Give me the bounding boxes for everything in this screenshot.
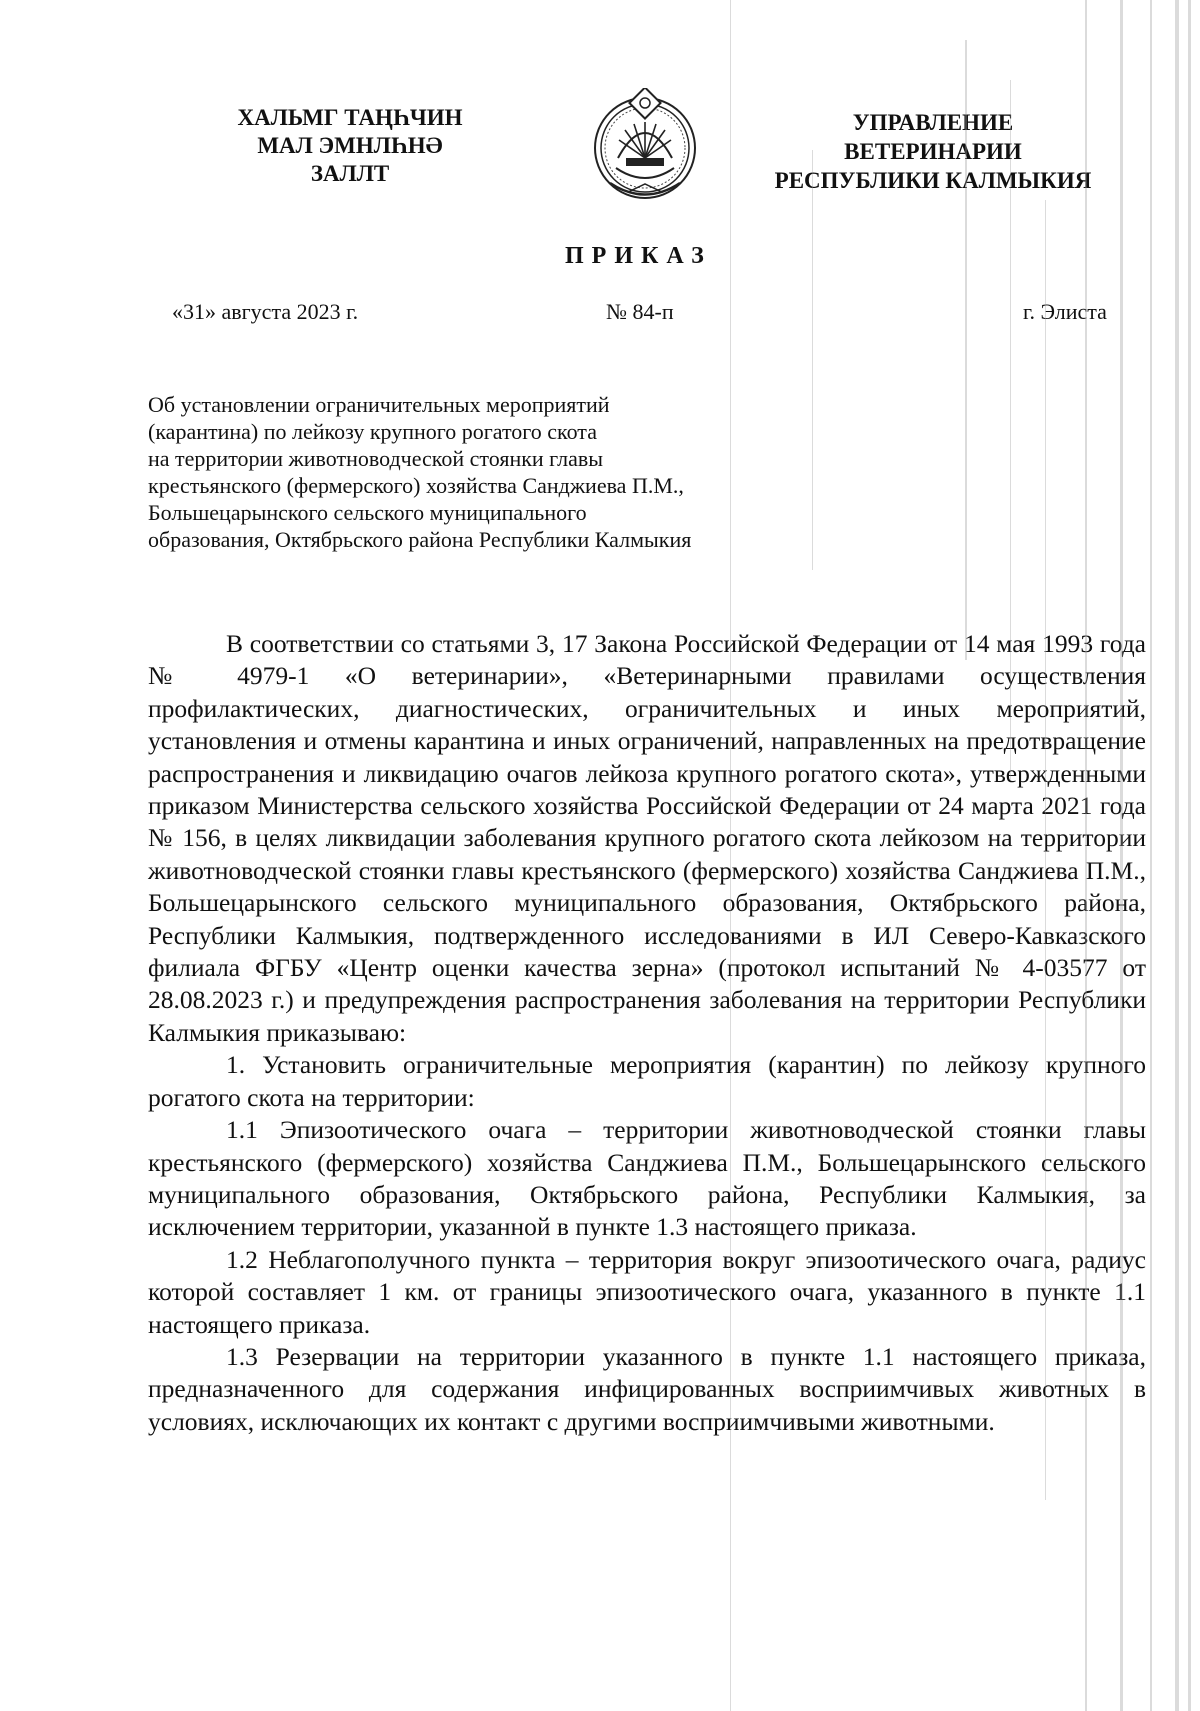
item-1-3-paragraph: 1.3 Резервации на территории указанного в пункте 1.1 настоящего приказа, предназначенного для содержания инфицированных восприимчивых животных в условиях, исключающих их контакт с другими восприимчивыми животными. [148,1341,1146,1436]
order-body [148,628,1146,1438]
subject-line: крестьянского (фермерского) хозяйства Санджиева П.М., [148,473,684,498]
header-left-line-3: ЗАЛЛТ [310,161,390,186]
order-city: г. Элиста [1023,299,1107,324]
header-left-line-1: ХАЛЬМГ ТАҢҺЧИН [237,105,463,130]
subject-line: (карантина) по лейкозу крупного рогатого скота [148,419,597,444]
item-1-1-paragraph: 1.1 Эпизоотического очага – территории животноводческой стоянки главы крестьянского (фермерского) хозяйства Санджиева П.М., Большецарынского сельского муниципального образования, Октябрьского района, Республики Калмыкия, за исключением территории, указанной в пункте 1.3 настоящего приказа. [148,1115,1146,1242]
header-right-line-2: ВЕТЕРИНАРИИ [844,139,1022,164]
order-date: «31» августа 2023 г. [172,299,359,324]
item-1-paragraph: 1. Установить ограничительные мероприятия (карантин) по лейкозу крупного рогатого скота на территории: [148,1050,1146,1112]
header-kalmyk-org-name [200,104,500,188]
order-number: № 84-п [606,299,674,324]
header-left-line-2: МАЛ ЭМНЛҺНӘ [257,133,443,158]
subject-line: Об установлении ограничительных мероприятий [148,392,610,417]
preamble-paragraph: В соответствии со статьями 3, 17 Закона Российской Федерации от 14 мая 1993 года № 4979-1 «О ветеринарии», «Ветеринарными правилами осуществления профилактических, диагностических, ограничительных и иных мероприятий, установления и отмены карантина и иных ограничений, направленных на предотвращение распространения и ликвидацию очагов лейкоза крупного рогатого скота», утвержденными приказом Министерства сельского хозяйства Российской Федерации от 24 марта 2021 года № 156, в целях ликвидации заболевания крупного рогатого скота лейкозом на территории животноводческой стоянки главы крестьянского (фермерского) хозяйства Санджиева П.М., Большецарынского сельского муниципального образования, Октябрьского района, Республики Калмыкия, подтвержденного исследованиями в ИЛ Северо-Кавказского филиала ФГБУ «Центр оценки качества зерна» (протокол испытаний № 4-03577 от 28.08.2023 г.) и предупреждения распространения заболевания на территории Республики Калмыкия приказываю: [148,629,1146,1047]
subject-line: Большецарынского сельского муниципального [148,500,587,525]
header-right-line-1: УПРАВЛЕНИЕ [852,110,1014,135]
order-subject [148,391,788,553]
order-title: ПРИКАЗ [565,243,712,269]
subject-line: на территории животноводческой стоянки главы [148,446,603,471]
item-1-2-paragraph: 1.2 Неблагополучного пункта – территория вокруг эпизоотического очага, радиус которой составляет 1 км. от границы эпизоотического очага, указанного в пункте 1.1 настоящего приказа. [148,1244,1146,1339]
subject-line: образования, Октябрьского района Республики Калмыкия [148,527,692,552]
coat-of-arms-icon [588,88,702,204]
header-russian-org-name [748,108,1118,195]
header-right-line-3: РЕСПУБЛИКИ КАЛМЫКИЯ [774,168,1092,193]
